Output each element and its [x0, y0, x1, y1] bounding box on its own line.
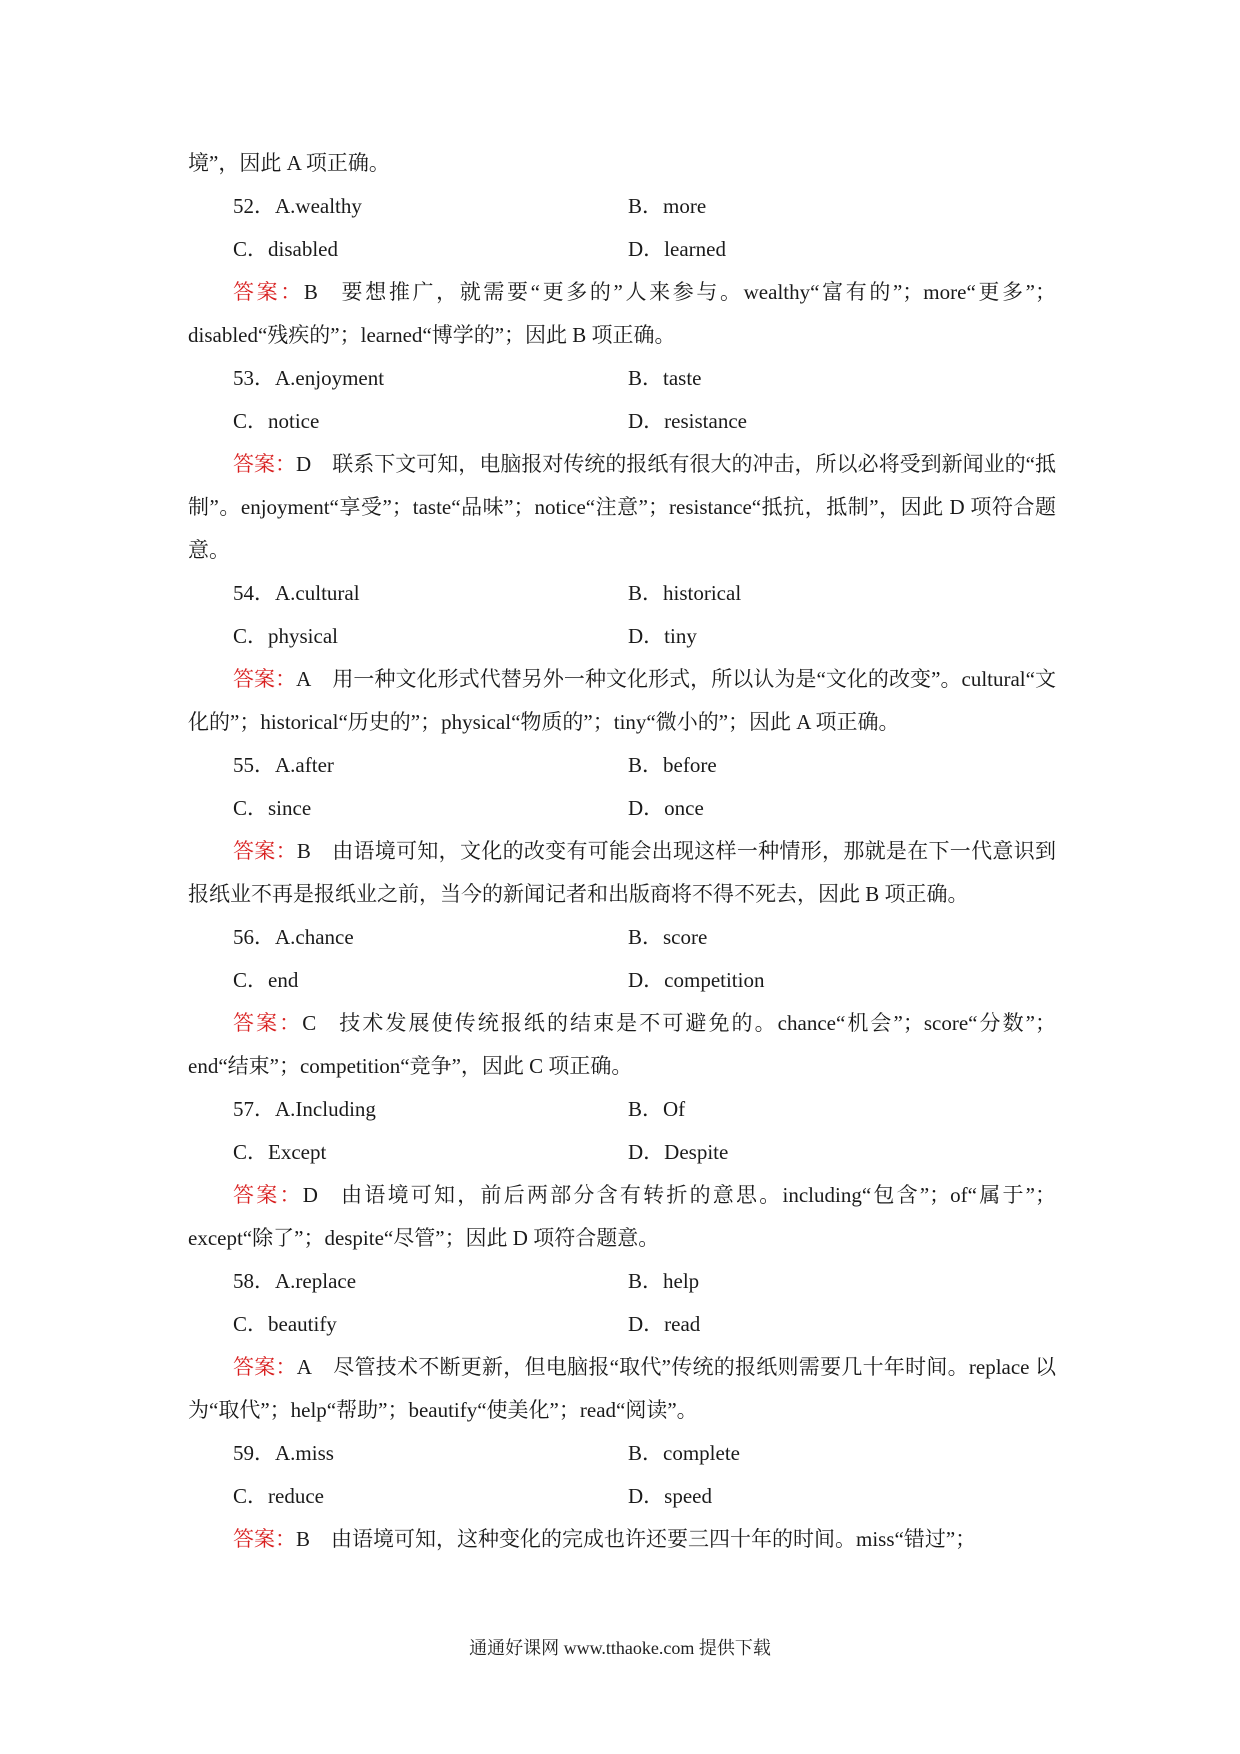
option-c: C．notice [233, 409, 320, 433]
option-row [188, 959, 1056, 1002]
explanation-text: 联系下文可知，电脑报对传统的报纸有很大的冲击，所以必将受到新闻业的“抵制”。enjoyment“享受”；taste“品味”；notice“注意”；resistance“抵抗，抵制”，因此 D 项符合题意。 [188, 452, 1056, 562]
option-row [188, 787, 1056, 830]
answer-letter: C [302, 1011, 317, 1035]
question-block [188, 572, 1056, 744]
answer-explanation [188, 658, 1056, 744]
answer-letter: B [296, 839, 311, 863]
option-d: D．Despite [628, 1140, 729, 1164]
option-d: D．read [628, 1312, 701, 1336]
option-c: C．physical [233, 624, 338, 648]
explanation-text: 用一种文化形式代替另外一种文化形式，所以认为是“文化的改变”。cultural“文化的”；historical“历史的”；physical“物质的”；tiny“微小的”；因此 A 项正确。 [188, 667, 1057, 734]
answer-spacer [311, 839, 332, 863]
answer-label: 答案： [233, 452, 297, 476]
answer-spacer [311, 667, 332, 691]
answer-explanation [188, 1346, 1056, 1432]
page-content [188, 142, 1056, 1561]
option-c: C．end [233, 968, 299, 992]
answer-spacer [318, 1183, 339, 1207]
question-number: 53． [233, 366, 275, 390]
option-a-text: A.enjoyment [275, 366, 385, 390]
option-row [188, 572, 1056, 615]
question-block [188, 357, 1056, 572]
option-row [188, 1475, 1056, 1518]
option-a [233, 572, 628, 615]
answer-label: 答案： [233, 1355, 297, 1379]
option-row [188, 1088, 1056, 1131]
answer-label: 答案： [233, 839, 297, 863]
option-row [188, 228, 1056, 271]
answer-letter: A [296, 1355, 312, 1379]
option-b: B．Of [628, 1097, 686, 1121]
option-b: B．more [628, 194, 707, 218]
option-row [188, 1260, 1056, 1303]
option-c: C．reduce [233, 1484, 324, 1508]
option-a-text: A.cultural [275, 581, 360, 605]
option-a [233, 744, 628, 787]
option-a-text: A.Including [275, 1097, 376, 1121]
option-row [188, 400, 1056, 443]
answer-explanation [188, 1518, 1056, 1561]
option-row [188, 357, 1056, 400]
option-b: B．complete [628, 1441, 740, 1465]
option-b: B．historical [628, 581, 742, 605]
explanation-text: 由语境可知，前后两部分含有转折的意思。including“包含”；of“属于”；except“除了”；despite“尽管”；因此 D 项符合题意。 [188, 1183, 1056, 1250]
option-b: B．score [628, 925, 708, 949]
explanation-text: 尽管技术不断更新，但电脑报“取代”传统的报纸则需要几十年时间。replace 以为“取代”；help“帮助”；beautify“使美化”；read“阅读”。 [188, 1355, 1057, 1422]
option-row [188, 744, 1056, 787]
option-row [188, 1303, 1056, 1346]
question-block [188, 1432, 1056, 1561]
answer-letter: B [296, 1527, 311, 1551]
option-a [233, 1260, 628, 1303]
answer-letter: D [296, 452, 312, 476]
answer-letter: B [303, 280, 318, 304]
option-d: D．once [628, 796, 704, 820]
question-block [188, 1260, 1056, 1432]
option-d: D．learned [628, 237, 726, 261]
option-a-text: A.miss [275, 1441, 334, 1465]
option-b: B．before [628, 753, 717, 777]
answer-label: 答案： [233, 1011, 303, 1035]
answer-spacer [318, 280, 339, 304]
option-a [233, 916, 628, 959]
option-a [233, 185, 628, 228]
option-c: C．since [233, 796, 312, 820]
option-d: D．tiny [628, 624, 697, 648]
question-number: 54． [233, 581, 275, 605]
question-number: 52． [233, 194, 275, 218]
question-number: 58． [233, 1269, 275, 1293]
explanation-text: 由语境可知，文化的改变有可能会出现这样一种情形，那就是在下一代意识到报纸业不再是报纸业之前，当今的新闻记者和出版商将不得不死去，因此 B 项正确。 [188, 839, 1056, 906]
option-a [233, 357, 628, 400]
option-c: C．beautify [233, 1312, 337, 1336]
answer-letter: D [302, 1183, 318, 1207]
question-block [188, 744, 1056, 916]
option-row [188, 1432, 1056, 1475]
explanation-text: 由语境可知，这种变化的完成也许还要三四十年的时间。miss“错过”； [331, 1527, 977, 1551]
option-b: B．taste [628, 366, 702, 390]
option-d: D．speed [628, 1484, 712, 1508]
answer-spacer [312, 1355, 333, 1379]
option-a-text: A.after [275, 753, 334, 777]
option-row [188, 1131, 1056, 1174]
option-a-text: A.replace [275, 1269, 357, 1293]
option-c: C．Except [233, 1140, 327, 1164]
explanation-text: 技术发展使传统报纸的结束是不可避免的。chance“机会”；score“分数”；end“结束”；competition“竞争”，因此 C 项正确。 [188, 1011, 1056, 1078]
answer-explanation [188, 1002, 1056, 1088]
option-c: C．disabled [233, 237, 338, 261]
answer-explanation [188, 271, 1056, 357]
option-a-text: A.chance [275, 925, 354, 949]
answer-letter: A [296, 667, 312, 691]
answer-explanation [188, 1174, 1056, 1260]
option-d: D．resistance [628, 409, 747, 433]
option-row [188, 916, 1056, 959]
continuation-text: 境”，因此 A 项正确。 [188, 151, 390, 175]
answer-label: 答案： [233, 1183, 303, 1207]
option-a-text: A.wealthy [275, 194, 362, 218]
question-list [188, 185, 1056, 1561]
answer-explanation [188, 830, 1056, 916]
answer-label: 答案： [233, 1527, 296, 1551]
option-a [233, 1432, 628, 1475]
question-number: 59． [233, 1441, 275, 1465]
answer-explanation [188, 443, 1056, 572]
question-block [188, 916, 1056, 1088]
option-a [233, 1088, 628, 1131]
answer-spacer [316, 1011, 337, 1035]
option-row [188, 185, 1056, 228]
option-row [188, 615, 1056, 658]
question-block [188, 1088, 1056, 1260]
page-footer: 通通好课网 www.tthaoke.com 提供下载 [469, 1638, 771, 1658]
question-number: 57． [233, 1097, 275, 1121]
explanation-text: 要想推广，就需要“更多的”人来参与。wealthy“富有的”；more“更多”；disabled“残疾的”；learned“博学的”；因此 B 项正确。 [188, 280, 1056, 347]
option-b: B．help [628, 1269, 700, 1293]
question-number: 56． [233, 925, 275, 949]
answer-spacer [310, 1527, 331, 1551]
answer-spacer [311, 452, 332, 476]
question-number: 55． [233, 753, 275, 777]
question-block [188, 185, 1056, 357]
option-d: D．competition [628, 968, 765, 992]
answer-label: 答案： [233, 667, 297, 691]
answer-label: 答案： [233, 280, 304, 304]
